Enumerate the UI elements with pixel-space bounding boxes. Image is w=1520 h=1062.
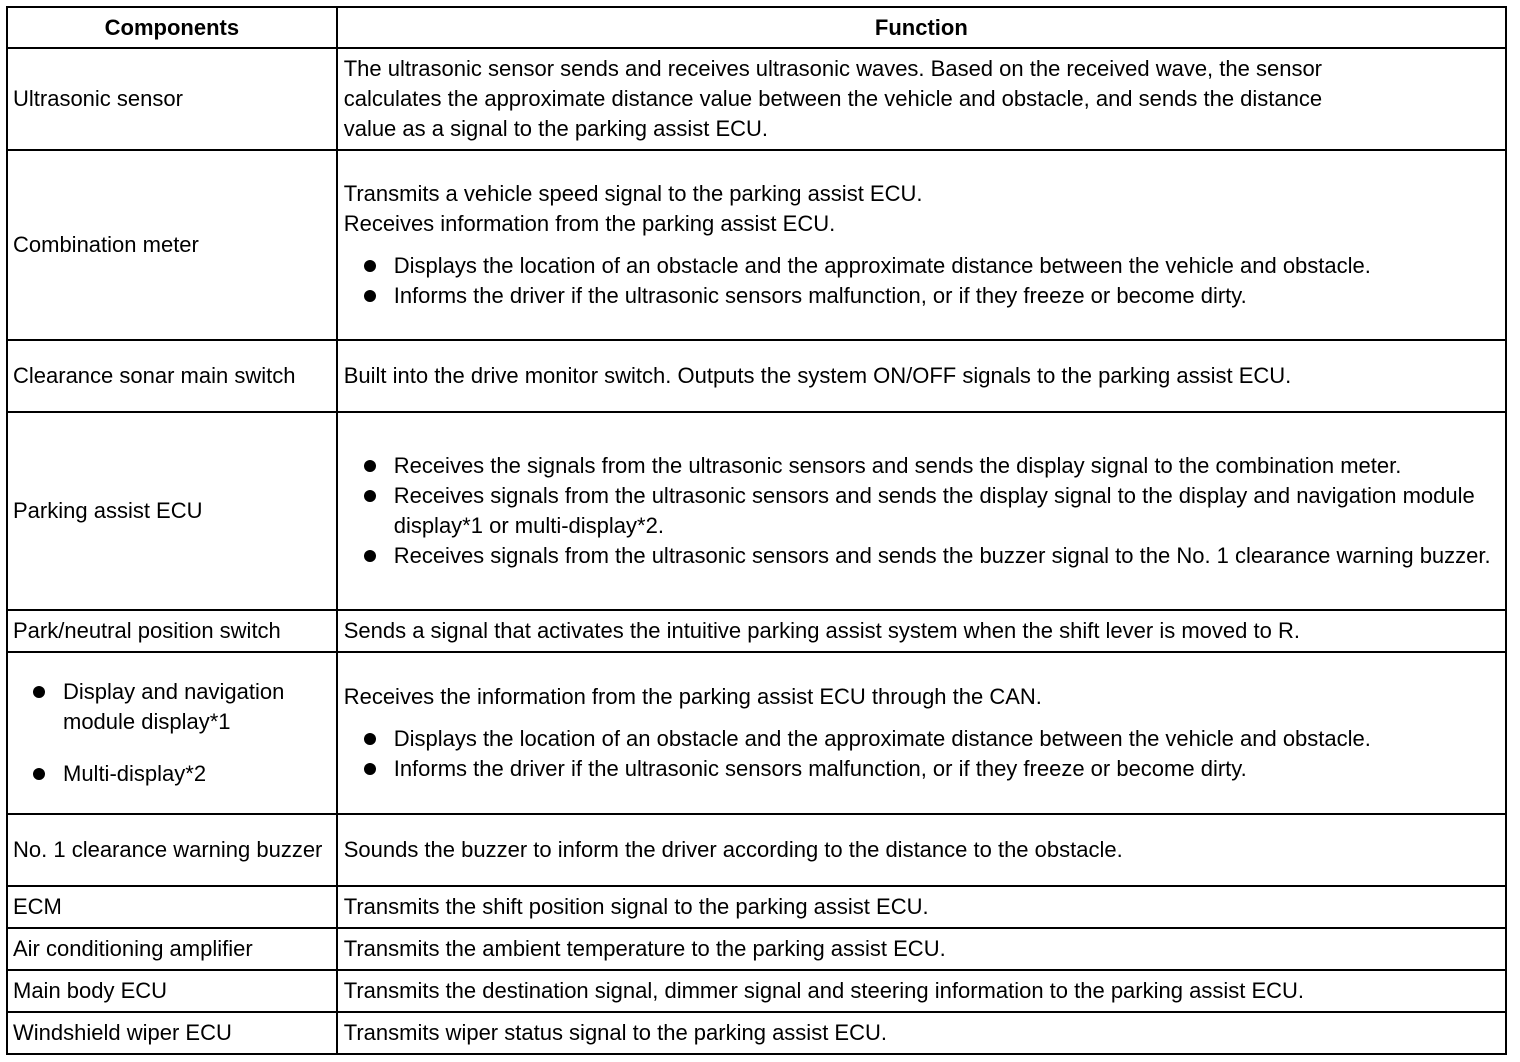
table-row bbox=[7, 928, 1506, 970]
bullet-item: Informs the driver if the ultrasonic sensors malfunction, or if they freeze or become dirty. bbox=[364, 754, 1500, 784]
component-cell: Ultrasonic sensor bbox=[7, 48, 337, 150]
function-text: The ultrasonic sensor sends and receives ultrasonic waves. Based on the received wave, the sensor bbox=[343, 56, 1323, 81]
function-text: calculates the approximate distance value between the vehicle and obstacle, and sends the distance bbox=[343, 86, 1323, 111]
header-row bbox=[7, 7, 1506, 48]
function-cell: Transmits wiper status signal to the parking assist ECU. bbox=[337, 1012, 1506, 1054]
table-row bbox=[7, 970, 1506, 1012]
header-function: Function bbox=[337, 7, 1506, 48]
component-cell: Combination meter bbox=[7, 150, 337, 340]
bullet-item: Displays the location of an obstacle and the approximate distance between the vehicle and obstacle. bbox=[364, 251, 1500, 281]
table-row bbox=[7, 48, 1506, 150]
component-cell: Parking assist ECU bbox=[7, 412, 337, 610]
bullet-item: Displays the location of an obstacle and the approximate distance between the vehicle and obstacle. bbox=[364, 724, 1500, 754]
component-cell bbox=[7, 652, 337, 814]
function-text: value as a signal to the parking assist ECU. bbox=[343, 116, 769, 141]
component-cell: No. 1 clearance warning buzzer bbox=[7, 814, 337, 886]
table-row bbox=[7, 340, 1506, 412]
table-row bbox=[7, 886, 1506, 928]
function-cell: Transmits the shift position signal to the parking assist ECU. bbox=[337, 886, 1506, 928]
component-cell: Windshield wiper ECU bbox=[7, 1012, 337, 1054]
component-cell: Air conditioning amplifier bbox=[7, 928, 337, 970]
function-text: Transmits a vehicle speed signal to the parking assist ECU. bbox=[343, 181, 923, 206]
function-text: Receives information from the parking assist ECU. bbox=[343, 211, 836, 236]
table-row bbox=[7, 814, 1506, 886]
table-row bbox=[7, 150, 1506, 340]
function-cell bbox=[337, 412, 1506, 610]
function-cell bbox=[337, 150, 1506, 340]
function-cell: Built into the drive monitor switch. Outputs the system ON/OFF signals to the parking assist ECU. bbox=[337, 340, 1506, 412]
bullet-item: Multi-display*2 bbox=[33, 759, 331, 789]
components-function-table bbox=[6, 6, 1507, 1055]
function-cell: Transmits the destination signal, dimmer signal and steering information to the parking assist ECU. bbox=[337, 970, 1506, 1012]
function-bullet-list bbox=[344, 451, 1500, 571]
component-cell: Main body ECU bbox=[7, 970, 337, 1012]
bullet-item: Receives the signals from the ultrasonic sensors and sends the display signal to the combination meter. bbox=[364, 451, 1500, 481]
table-row bbox=[7, 412, 1506, 610]
table-row bbox=[7, 610, 1506, 652]
component-cell: Park/neutral position switch bbox=[7, 610, 337, 652]
component-cell: Clearance sonar main switch bbox=[7, 340, 337, 412]
function-cell: Sounds the buzzer to inform the driver according to the distance to the obstacle. bbox=[337, 814, 1506, 886]
bullet-item: Informs the driver if the ultrasonic sensors malfunction, or if they freeze or become dirty. bbox=[364, 281, 1500, 311]
function-cell: Transmits the ambient temperature to the parking assist ECU. bbox=[337, 928, 1506, 970]
header-components: Components bbox=[7, 7, 337, 48]
function-text: Receives the information from the parking assist ECU through the CAN. bbox=[343, 684, 1042, 709]
function-cell: Sends a signal that activates the intuitive parking assist system when the shift lever is moved to R. bbox=[337, 610, 1506, 652]
bullet-item: Display and navigation module display*1 bbox=[33, 677, 331, 737]
function-bullet-list bbox=[344, 251, 1500, 311]
function-bullet-list bbox=[344, 724, 1500, 784]
function-cell bbox=[337, 48, 1506, 150]
bullet-item: Receives signals from the ultrasonic sensors and sends the buzzer signal to the No. 1 clearance warning buzzer. bbox=[364, 541, 1500, 571]
bullet-item: Receives signals from the ultrasonic sensors and sends the display signal to the display and navigation module display*1 or multi-display*2. bbox=[364, 481, 1500, 541]
function-cell bbox=[337, 652, 1506, 814]
component-bullet-list bbox=[13, 677, 331, 789]
component-cell: ECM bbox=[7, 886, 337, 928]
table-row bbox=[7, 652, 1506, 814]
table-row bbox=[7, 1012, 1506, 1054]
